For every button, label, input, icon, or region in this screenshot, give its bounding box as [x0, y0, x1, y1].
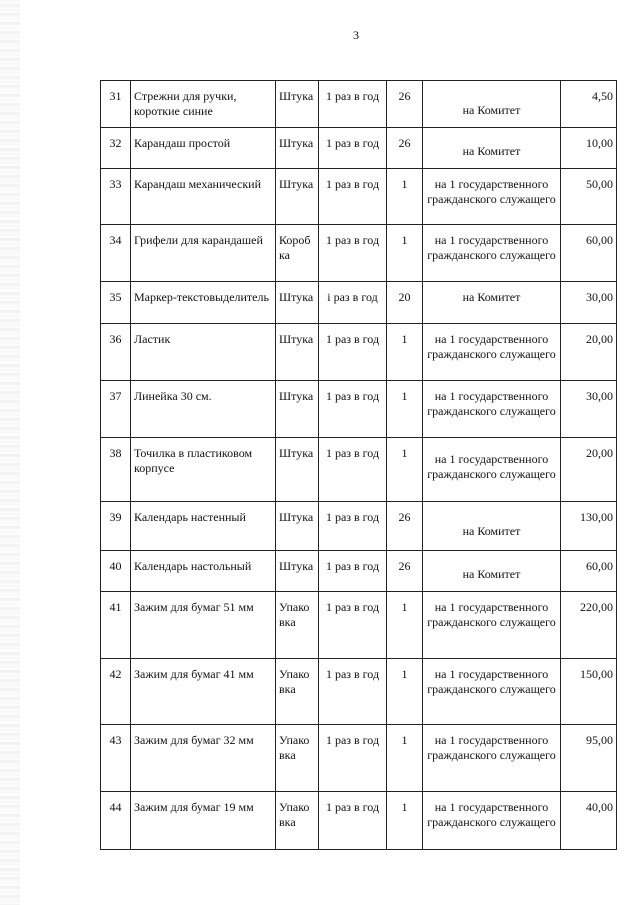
table-row [101, 725, 617, 792]
item-frequency: 1 раз в год [319, 551, 387, 592]
row-number: 33 [101, 169, 131, 225]
item-frequency: 1 раз в год [319, 659, 387, 725]
item-quantity: 20 [387, 282, 423, 324]
scan-edge-artifact [0, 0, 20, 905]
row-number: 42 [101, 659, 131, 725]
item-name: Зажим для бумаг 41 мм [131, 659, 276, 725]
item-recipient: на Комитет [423, 81, 561, 128]
item-name: Зажим для бумаг 19 мм [131, 792, 276, 850]
item-name: Ластик [131, 324, 276, 381]
item-unit: Штука [276, 169, 319, 225]
item-recipient: на Комитет [423, 502, 561, 551]
item-price: 30,00 [561, 381, 617, 438]
item-recipient: на 1 государственного гражданского служащего [423, 438, 561, 502]
item-recipient: на 1 государственного гражданского служащего [423, 725, 561, 792]
row-number: 44 [101, 792, 131, 850]
item-price: 40,00 [561, 792, 617, 850]
item-price: 130,00 [561, 502, 617, 551]
item-frequency: 1 раз в год [319, 225, 387, 282]
item-name: Карандаш механический [131, 169, 276, 225]
item-name: Зажим для бумаг 32 мм [131, 725, 276, 792]
item-frequency: 1 раз в год [319, 592, 387, 659]
item-quantity: 1 [387, 592, 423, 659]
item-recipient: на Комитет [423, 128, 561, 169]
table-row [101, 128, 617, 169]
row-number: 32 [101, 128, 131, 169]
table-row [101, 659, 617, 725]
table-row [101, 381, 617, 438]
item-recipient: на 1 государственного гражданского служащего [423, 324, 561, 381]
item-unit: Штука [276, 282, 319, 324]
item-quantity: 1 [387, 169, 423, 225]
item-price: 20,00 [561, 438, 617, 502]
item-name: Грифели для карандашей [131, 225, 276, 282]
item-frequency: 1 раз в год [319, 324, 387, 381]
item-unit: Упако вка [276, 659, 319, 725]
table-row [101, 551, 617, 592]
item-frequency: 1 раз в год [319, 81, 387, 128]
item-quantity: 1 [387, 659, 423, 725]
table-row [101, 438, 617, 502]
item-frequency: 1 раз в год [319, 128, 387, 169]
row-number: 41 [101, 592, 131, 659]
row-number: 38 [101, 438, 131, 502]
item-recipient: на 1 государственного гражданского служащего [423, 169, 561, 225]
item-quantity: 1 [387, 792, 423, 850]
item-unit: Упако вка [276, 792, 319, 850]
item-name: Зажим для бумаг 51 мм [131, 592, 276, 659]
table-row [101, 324, 617, 381]
item-name: Маркер-текстовыделитель [131, 282, 276, 324]
page-number: 3 [353, 28, 359, 42]
row-number: 34 [101, 225, 131, 282]
row-number: 36 [101, 324, 131, 381]
item-frequency: 1 раз в год [319, 792, 387, 850]
row-number: 35 [101, 282, 131, 324]
item-name: Карандаш простой [131, 128, 276, 169]
table-row [101, 792, 617, 850]
item-frequency: i раз в год [319, 282, 387, 324]
item-recipient: на 1 государственного гражданского служащего [423, 381, 561, 438]
item-name: Линейка 30 см. [131, 381, 276, 438]
item-recipient: на 1 государственного гражданского служащего [423, 792, 561, 850]
item-price: 50,00 [561, 169, 617, 225]
item-unit: Штука [276, 324, 319, 381]
item-unit: Штука [276, 551, 319, 592]
item-name: Календарь настольный [131, 551, 276, 592]
item-price: 95,00 [561, 725, 617, 792]
item-price: 60,00 [561, 225, 617, 282]
table-row [101, 225, 617, 282]
row-number: 40 [101, 551, 131, 592]
item-frequency: 1 раз в год [319, 169, 387, 225]
item-price: 60,00 [561, 551, 617, 592]
item-unit: Штука [276, 81, 319, 128]
item-frequency: 1 раз в год [319, 438, 387, 502]
item-frequency: 1 раз в год [319, 381, 387, 438]
item-quantity: 1 [387, 438, 423, 502]
item-unit: Упако вка [276, 725, 319, 792]
item-quantity: 26 [387, 551, 423, 592]
item-quantity: 1 [387, 324, 423, 381]
item-price: 30,00 [561, 282, 617, 324]
table-row [101, 502, 617, 551]
row-number: 39 [101, 502, 131, 551]
row-number: 31 [101, 81, 131, 128]
row-number: 37 [101, 381, 131, 438]
item-name: Календарь настенный [131, 502, 276, 551]
item-quantity: 1 [387, 725, 423, 792]
item-unit: Штука [276, 381, 319, 438]
item-price: 20,00 [561, 324, 617, 381]
item-frequency: 1 раз в год [319, 725, 387, 792]
item-quantity: 1 [387, 381, 423, 438]
item-unit: Штука [276, 438, 319, 502]
item-quantity: 1 [387, 225, 423, 282]
item-quantity: 26 [387, 502, 423, 551]
item-name: Стрежни для ручки, короткие синие [131, 81, 276, 128]
item-frequency: 1 раз в год [319, 502, 387, 551]
supplies-table [100, 80, 617, 850]
item-recipient: на Комитет [423, 551, 561, 592]
table-row [101, 81, 617, 128]
item-price: 10,00 [561, 128, 617, 169]
item-price: 220,00 [561, 592, 617, 659]
item-recipient: на Комитет [423, 282, 561, 324]
table-row [101, 592, 617, 659]
row-number: 43 [101, 725, 131, 792]
item-quantity: 26 [387, 81, 423, 128]
table-row [101, 282, 617, 324]
item-name: Точилка в пластиковом корпусе [131, 438, 276, 502]
item-unit: Упако вка [276, 592, 319, 659]
item-recipient: на 1 государственного гражданского служащего [423, 225, 561, 282]
item-price: 150,00 [561, 659, 617, 725]
item-unit: Короб ка [276, 225, 319, 282]
item-recipient: на 1 государственного гражданского служащего [423, 592, 561, 659]
table-row [101, 169, 617, 225]
item-recipient: на 1 государственного гражданского служащего [423, 659, 561, 725]
item-quantity: 26 [387, 128, 423, 169]
item-price: 4,50 [561, 81, 617, 128]
item-unit: Штука [276, 502, 319, 551]
item-unit: Штука [276, 128, 319, 169]
